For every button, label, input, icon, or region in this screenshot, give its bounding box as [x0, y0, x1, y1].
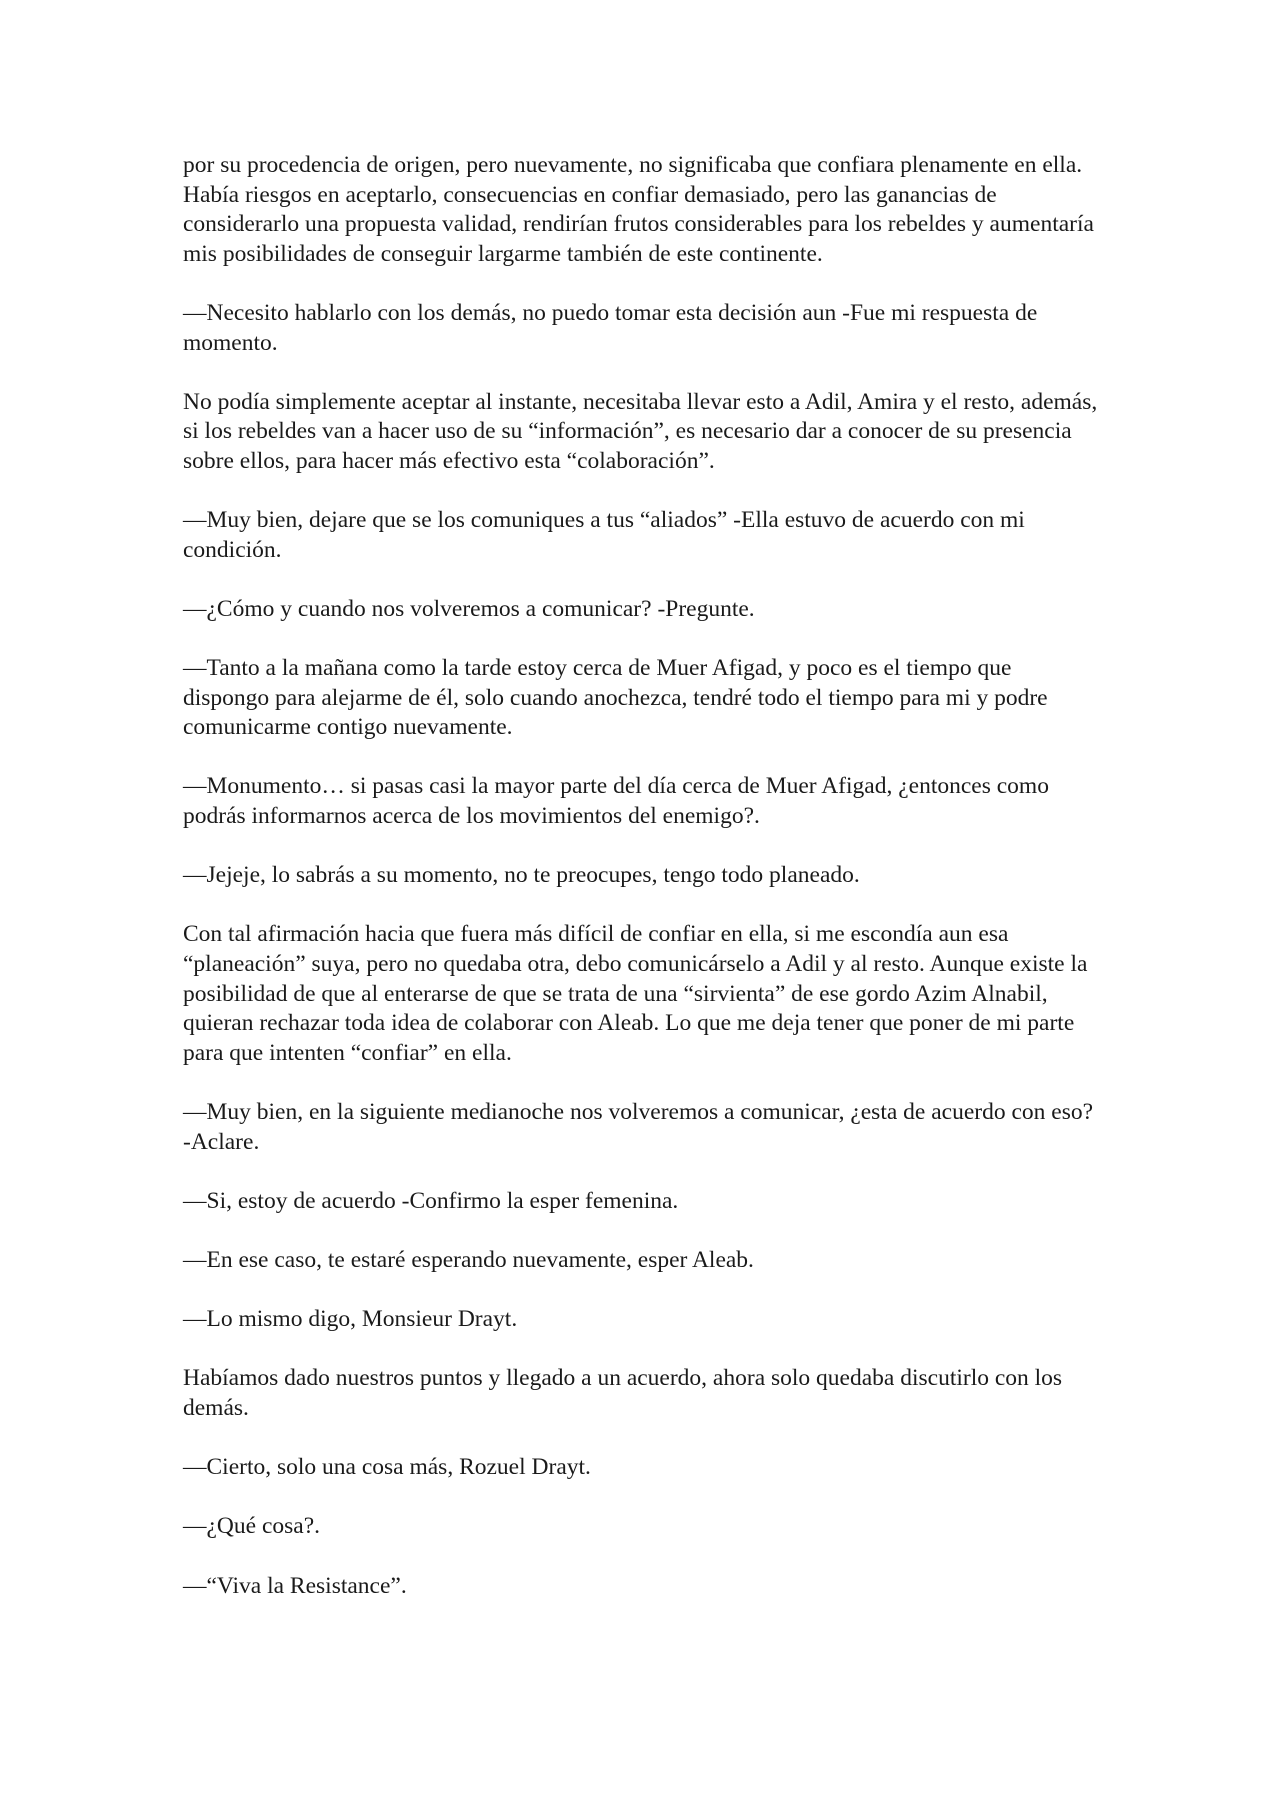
dialogue-paragraph: —Monumento… si pasas casi la mayor parte del día cerca de Muer Afigad, ¿entonces como podrás informarnos acerca de los movimientos del enemigo?.: [183, 773, 1049, 830]
body-paragraph: por su procedencia de origen, pero nuevamente, no significaba que confiara plenamente en ella. Había riesgos en aceptarlo, consecuencias en confiar demasiado, pero las ganancias de considerarlo una propuesta validad, rendirían frutos considerables para los rebeldes y aumentaría mis posibilidades de conseguir largarme también de este continente.: [183, 152, 1094, 267]
body-paragraph: No podía simplemente aceptar al instante, necesitaba llevar esto a Adil, Amira y el resto, además, si los rebeldes van a hacer uso de su “información”, es necesario dar a conocer de su presencia sobre ellos, para hacer más efectivo esta “colaboración”.: [183, 388, 1098, 474]
dialogue-paragraph: —Muy bien, dejare que se los comuniques a tus “aliados” -Ella estuvo de acuerdo con mi condición.: [183, 507, 1025, 563]
document-page: [183, 151, 1103, 1631]
dialogue-paragraph: —Tanto a la mañana como la tarde estoy cerca de Muer Afigad, y poco es el tiempo que dispongo para alejarme de él, solo cuando anochezca, tendré todo el tiempo para mi y podre comunicarme contigo nuevamente.: [183, 655, 1048, 741]
dialogue-paragraph: —¿Cómo y cuando nos volveremos a comunicar? -Pregunte.: [183, 595, 755, 622]
dialogue-paragraph: —Necesito hablarlo con los demás, no puedo tomar esta decisión aun -Fue mi respuesta de momento.: [183, 299, 1038, 356]
dialogue-paragraph: —¿Qué cosa?.: [183, 1513, 321, 1540]
dialogue-paragraph: —“Viva la Resistance”.: [183, 1572, 407, 1599]
body-paragraph: Habíamos dado nuestros puntos y llegado a un acuerdo, ahora solo quedaba discutirlo con los demás.: [183, 1365, 1063, 1421]
dialogue-paragraph: —Lo mismo digo, Monsieur Drayt.: [183, 1306, 518, 1333]
body-paragraph: Con tal afirmación hacia que fuera más difícil de confiar en ella, si me escondía aun esa “planeación” suya, pero no quedaba otra, debo comunicárselo a Adil y al resto. Aunque existe la posibilidad de que al enterarse de que se trata de una “sirvienta” de ese gordo Azim Alnabil, quieran rechazar toda idea de colaborar con Aleab. Lo que me deja tener que poner de mi parte para que intenten “confiar” en ella.: [183, 921, 1088, 1066]
dialogue-paragraph: —En ese caso, te estaré esperando nuevamente, esper Aleab.: [183, 1246, 754, 1273]
dialogue-paragraph: —Cierto, solo una cosa más, Rozuel Drayt.: [183, 1454, 591, 1481]
dialogue-paragraph: —Si, estoy de acuerdo -Confirmo la esper femenina.: [183, 1187, 679, 1214]
dialogue-paragraph: —Muy bien, en la siguiente medianoche nos volveremos a comunicar, ¿esta de acuerdo con eso? -Aclare.: [183, 1099, 1094, 1155]
dialogue-paragraph: —Jejeje, lo sabrás a su momento, no te preocupes, tengo todo planeado.: [183, 862, 860, 889]
